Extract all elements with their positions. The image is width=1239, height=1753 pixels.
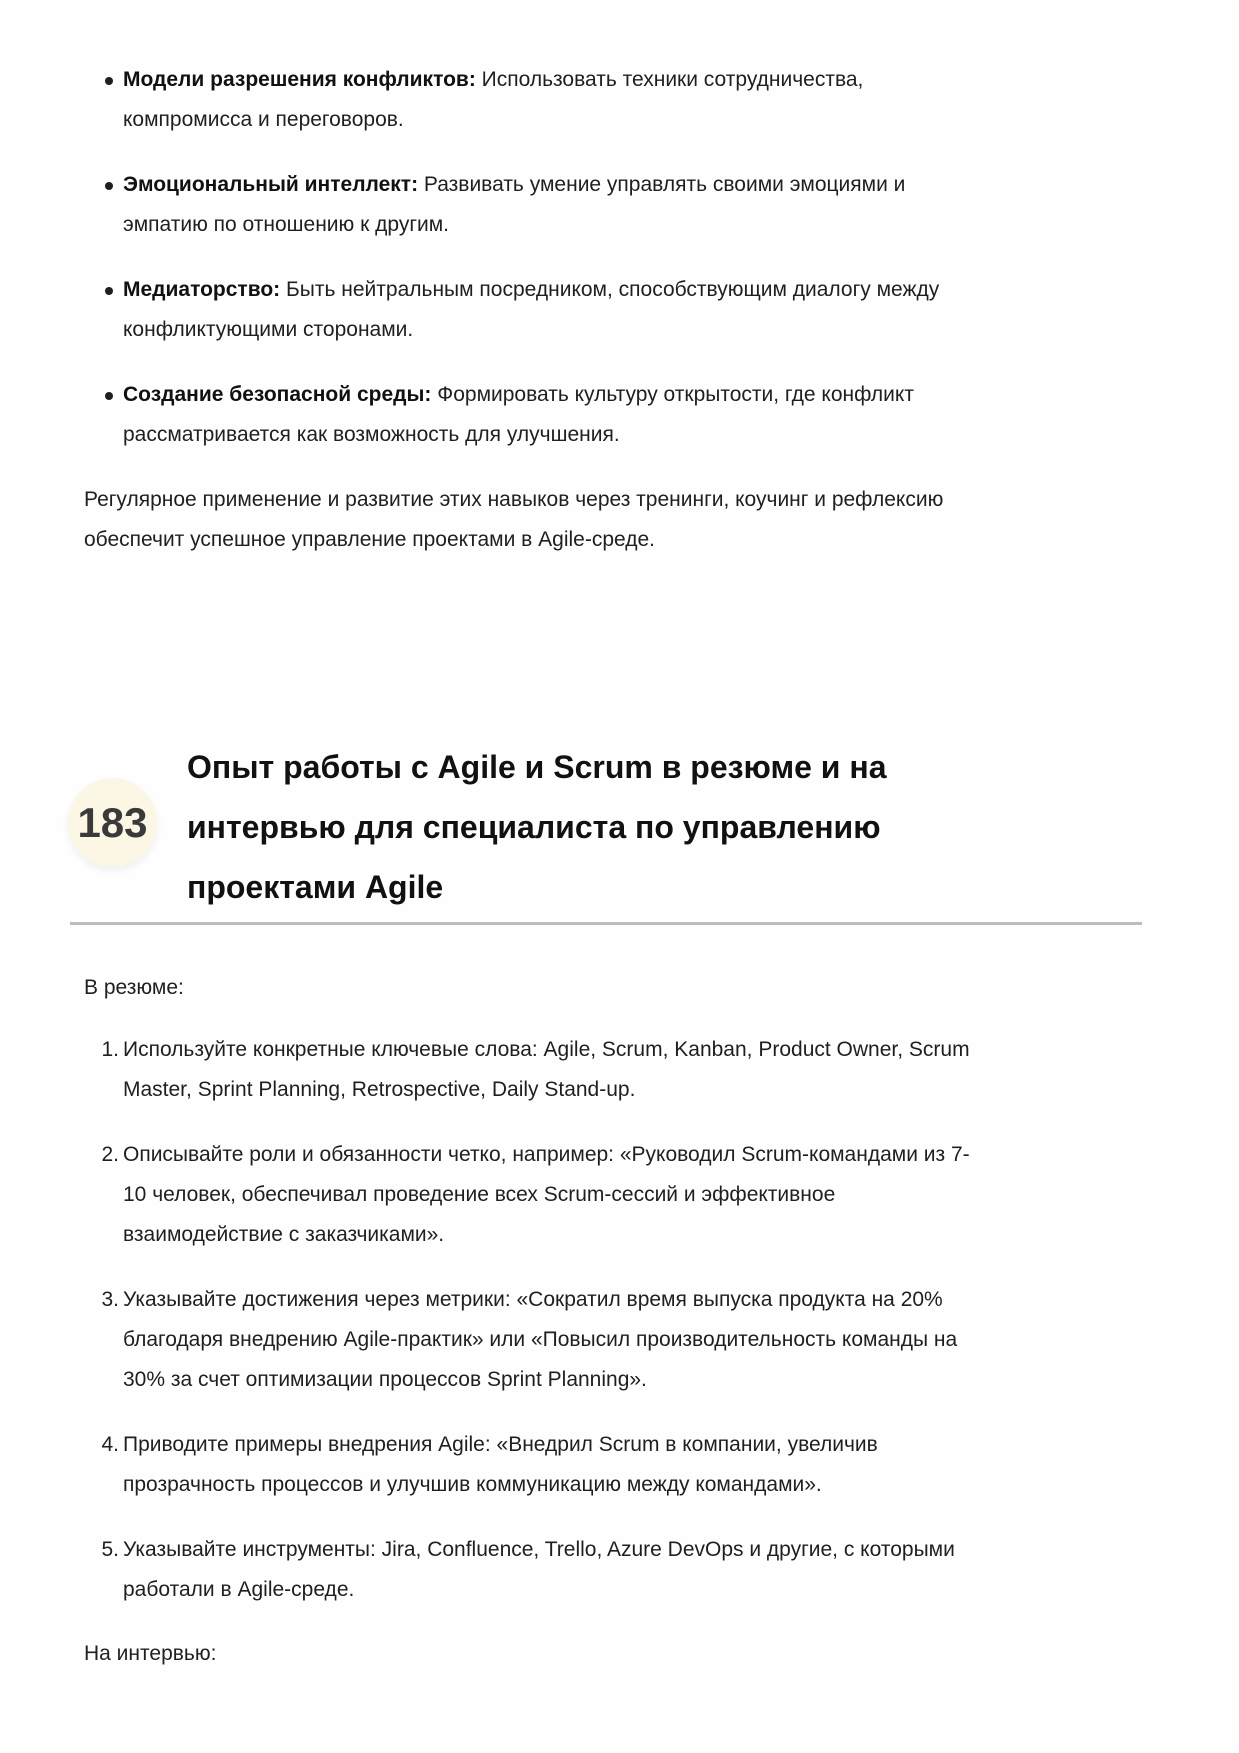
paragraph-line: обеспечит успешное управление проектами в Agile-среде. [84, 528, 655, 551]
resume-list [84, 1030, 970, 1610]
item-term: Модели разрешения конфликтов: [123, 68, 476, 91]
paragraph-line: Регулярное применение и развитие этих навыков через тренинги, коучинг и рефлексию [84, 488, 944, 511]
list-item [84, 270, 943, 350]
section-number-badge: 183 [68, 778, 157, 867]
item-number: 1. [101, 1038, 119, 1061]
item-text: эмпатию по отношению к другим. [123, 213, 449, 236]
heading-divider [70, 922, 1142, 925]
title-line: проектами Agile [187, 869, 444, 905]
list-item [84, 1280, 970, 1400]
bullet-icon [105, 392, 113, 400]
list-item [84, 1135, 970, 1255]
list-item [84, 165, 943, 245]
resume-block [84, 968, 970, 1674]
item-text: Использовать техники сотрудничества, [475, 68, 864, 91]
item-text: Описывайте роли и обязанности четко, например: «Руководил Scrum-командами из 7- [123, 1143, 970, 1166]
list-item [84, 1030, 970, 1110]
item-text: работали в Agile-среде. [123, 1578, 355, 1601]
title-line: интервью для специалиста по управлению [187, 809, 881, 845]
resume-label: В резюме: [84, 976, 184, 999]
item-text: Приводите примеры внедрения Agile: «Внедрил Scrum в компании, увеличив [123, 1433, 878, 1456]
list-item [84, 60, 943, 140]
section-title [187, 737, 886, 917]
item-text: 30% за счет оптимизации процессов Sprint Planning». [123, 1368, 647, 1391]
interview-label: На интервью: [84, 1642, 217, 1665]
title-line: Опыт работы с Agile и Scrum в резюме и на [187, 749, 887, 785]
item-text: Master, Sprint Planning, Retrospective, Daily Stand-up. [123, 1078, 636, 1101]
item-text: прозрачность процессов и улучшив коммуникацию между командами». [123, 1473, 822, 1496]
item-number: 2. [101, 1143, 119, 1166]
item-text: рассматривается как возможность для улучшения. [123, 423, 620, 446]
summary-paragraph [84, 480, 943, 560]
item-text: Быть нейтральным посредником, способствующим диалогу между [280, 278, 940, 301]
item-text: Указывайте инструменты: Jira, Confluence, Trello, Azure DevOps и другие, с которыми [123, 1538, 955, 1561]
item-number: 4. [101, 1433, 119, 1456]
item-text: благодаря внедрению Agile-практик» или «Повысил производительность команды на [123, 1328, 958, 1351]
item-term: Эмоциональный интеллект: [123, 173, 419, 196]
bullet-icon [105, 77, 113, 85]
item-text: Используйте конкретные ключевые слова: Agile, Scrum, Kanban, Product Owner, Scrum [123, 1038, 970, 1061]
item-text: взаимодействие с заказчиками». [123, 1223, 445, 1246]
item-number: 5. [101, 1538, 119, 1561]
item-text: 10 человек, обеспечивал проведение всех Scrum-сессий и эффективное [123, 1183, 836, 1206]
bullet-list [84, 60, 943, 455]
item-text: Указывайте достижения через метрики: «Сократил время выпуска продукта на 20% [123, 1288, 943, 1311]
bullet-icon [105, 287, 113, 295]
item-text: компромисса и переговоров. [123, 108, 404, 131]
item-number: 3. [101, 1288, 119, 1311]
item-term: Медиаторство: [123, 278, 281, 301]
bullet-list-block [84, 60, 943, 560]
item-text: Развивать умение управлять своими эмоциями и [418, 173, 906, 196]
item-text: Формировать культуру открытости, где конфликт [431, 383, 914, 406]
list-item [84, 1530, 970, 1610]
list-item [84, 375, 943, 455]
list-item [84, 1425, 970, 1505]
item-text: конфликтующими сторонами. [123, 318, 414, 341]
bullet-icon [105, 182, 113, 190]
item-term: Создание безопасной среды: [123, 383, 432, 406]
